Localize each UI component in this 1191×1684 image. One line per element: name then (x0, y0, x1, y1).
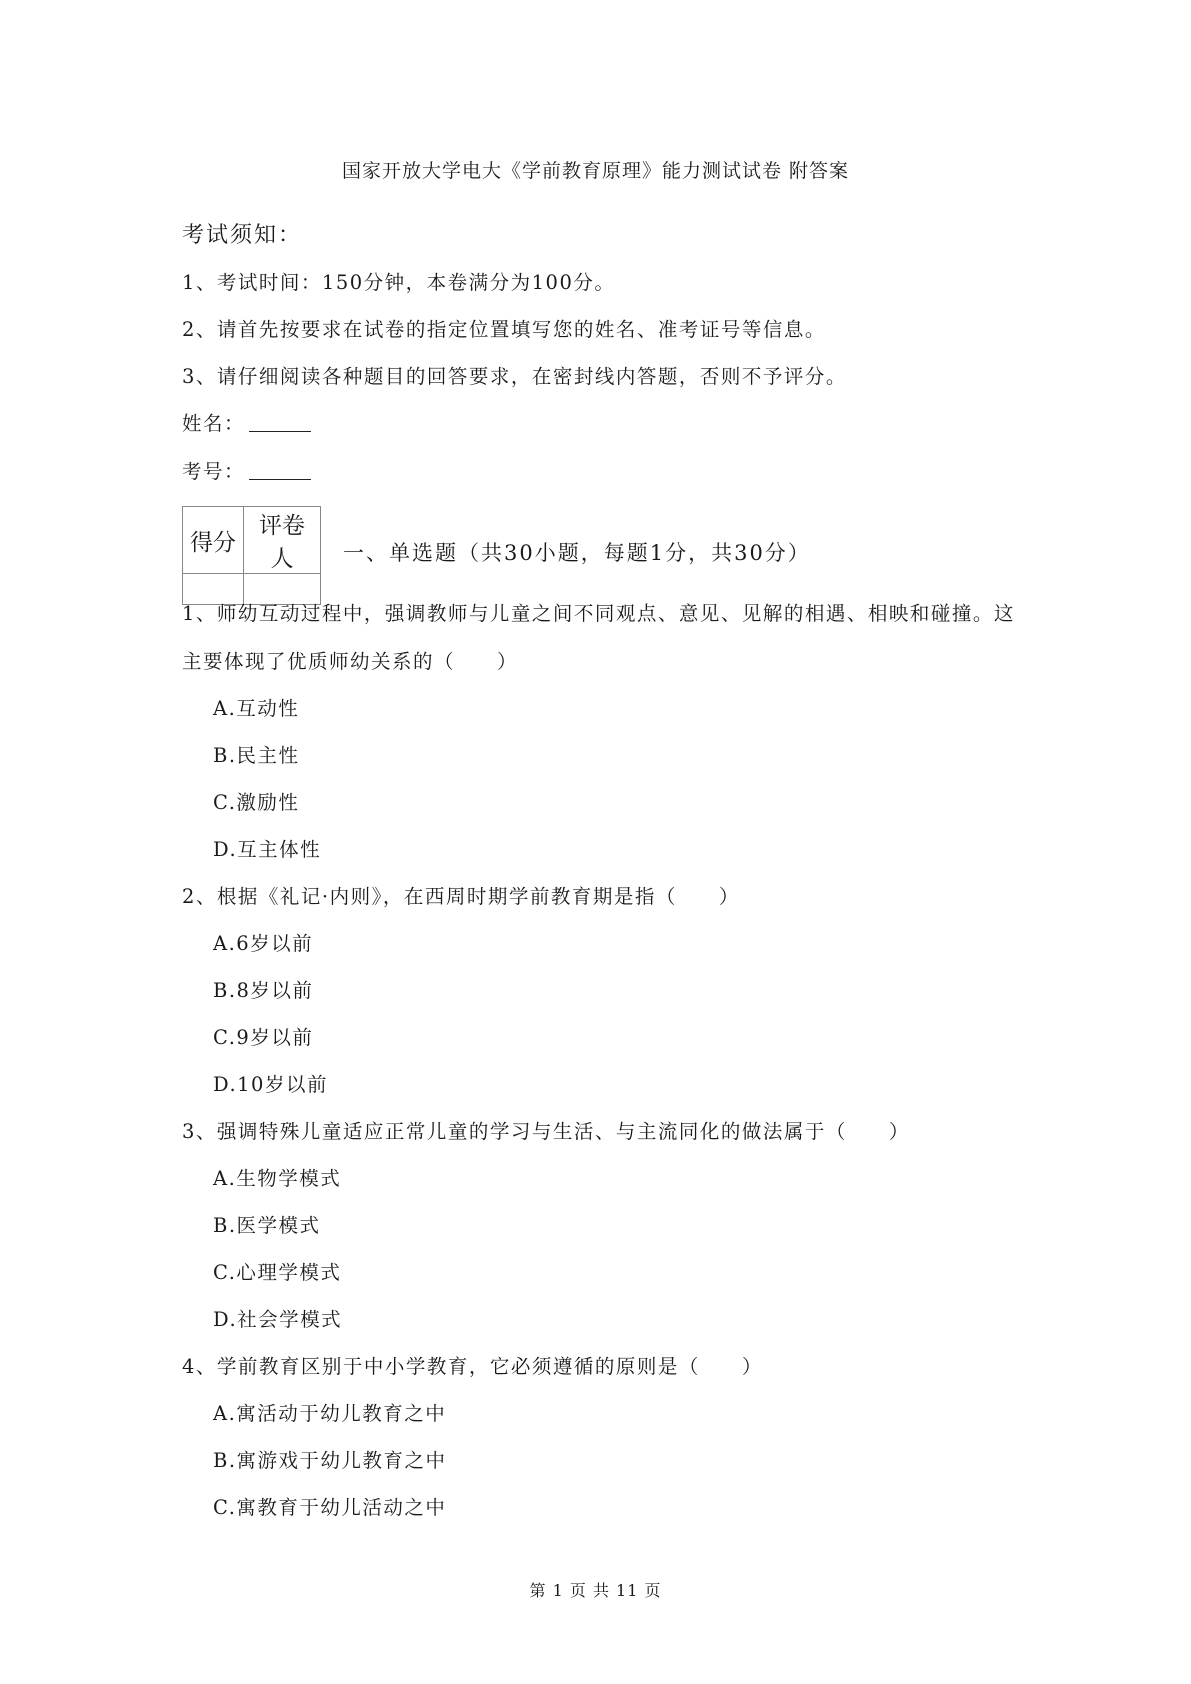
page-footer: 第 1 页 共 11 页 (529, 1581, 662, 1600)
question-stem: 2、根据《礼记·内则》，在西周时期学前教育期是指（ ） (182, 885, 740, 908)
question-stem: 1、师幼互动过程中，强调教师与儿童之间不同观点、意见、见解的相遇、相映和碰撞。这 (182, 602, 1015, 625)
question-stem: 3、强调特殊儿童适应正常儿童的学习与生活、与主流同化的做法属于（ ） (182, 1120, 910, 1143)
option[interactable]: A.6岁以前 (213, 932, 314, 955)
notice-item: 3、请仔细阅读各种题目的回答要求，在密封线内答题，否则不予评分。 (182, 365, 847, 388)
option[interactable]: B.8岁以前 (213, 979, 314, 1002)
notice-item: 1、考试时间：150分钟，本卷满分为100分。 (182, 271, 616, 294)
question-stem: 4、学前教育区别于中小学教育，它必须遵循的原则是（ ） (182, 1355, 763, 1378)
option[interactable]: D.10岁以前 (213, 1073, 328, 1096)
name-blank[interactable] (249, 415, 311, 432)
option[interactable]: A.寓活动于幼儿教育之中 (213, 1402, 447, 1425)
document-title: 国家开放大学电大《学前教育原理》能力测试试卷 附答案 (341, 160, 850, 182)
id-blank[interactable] (249, 463, 311, 480)
option[interactable]: A.生物学模式 (213, 1167, 342, 1190)
score-table (182, 506, 321, 605)
notice-item: 2、请首先按要求在试卷的指定位置填写您的姓名、准考证号等信息。 (182, 318, 826, 341)
name-field (182, 408, 311, 436)
option[interactable]: B.民主性 (213, 744, 300, 767)
notice-heading: 考试须知： (182, 223, 303, 248)
grader-header: 评卷人 (244, 507, 321, 574)
option[interactable]: B.医学模式 (213, 1214, 321, 1237)
option[interactable]: D.互主体性 (213, 838, 322, 861)
option[interactable]: A.互动性 (213, 697, 300, 720)
option[interactable]: C.激励性 (213, 791, 300, 814)
option[interactable]: B.寓游戏于幼儿教育之中 (213, 1449, 447, 1472)
option[interactable]: C.9岁以前 (213, 1026, 314, 1049)
name-label: 姓名： (182, 412, 246, 435)
section-title: 一、单选题（共30小题，每题1分，共30分） (343, 541, 811, 565)
option[interactable]: C.心理学模式 (213, 1261, 342, 1284)
option[interactable]: C.寓教育于幼儿活动之中 (213, 1496, 447, 1519)
score-header: 得分 (183, 507, 244, 574)
id-field (182, 456, 311, 484)
id-label: 考号： (182, 460, 246, 483)
option[interactable]: D.社会学模式 (213, 1308, 343, 1331)
question-stem-continued: 主要体现了优质师幼关系的（ ） (182, 650, 519, 673)
